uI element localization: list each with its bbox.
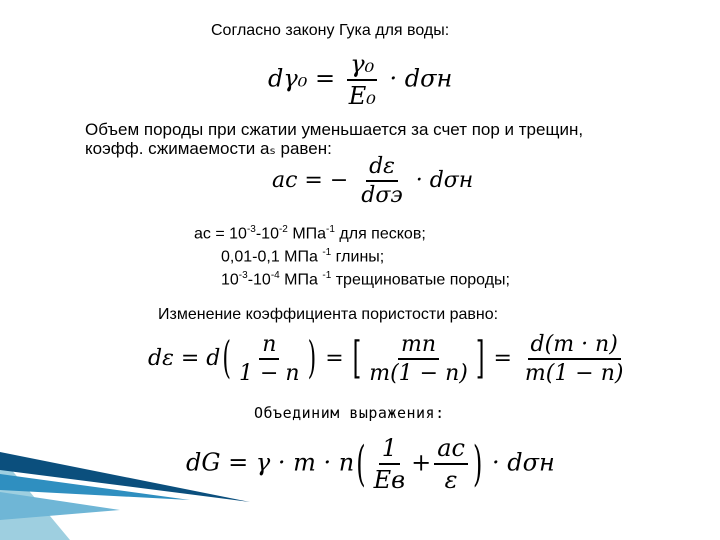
combine-intro-text: Объединим выражения: <box>254 404 445 422</box>
final-fraction-1-den: Eв <box>373 466 406 494</box>
value-clay-prefix: 0,01-0,1 МПа <box>221 248 323 266</box>
final-fraction-1-num: 1 <box>379 434 400 465</box>
compression-paragraph-line2: коэфф. сжимаемости aₛ равен: <box>85 139 332 158</box>
final-left-paren: ( <box>356 436 366 492</box>
equals-sign-2: = <box>493 346 512 371</box>
hooke-formula <box>268 50 452 110</box>
porosity-fraction-2 <box>366 332 471 386</box>
compressibility-fraction-num: dε <box>366 154 398 182</box>
porosity-fraction-2-num: mn <box>398 332 439 360</box>
value-fractured-exp2: -4 <box>270 270 280 281</box>
equals-sign: = <box>325 346 344 371</box>
porosity-fraction-3 <box>522 332 627 386</box>
value-fractured-unit: МПа <box>279 271 323 289</box>
value-sand-unit: МПа <box>287 225 327 243</box>
hooke-intro-text: Согласно закону Гука для воды: <box>211 22 450 39</box>
value-sand-mid: -10 <box>255 225 279 243</box>
value-fractured <box>221 270 510 289</box>
hooke-formula-lhs: dγ₀ = <box>268 64 336 93</box>
right-paren: ) <box>307 334 317 384</box>
value-sand-exp1: -3 <box>246 224 256 235</box>
value-clay <box>221 247 384 266</box>
porosity-formula <box>148 332 630 386</box>
left-bracket: [ <box>352 334 362 384</box>
left-paren: ( <box>222 334 231 384</box>
value-sand-prefix: ac = 10 <box>194 225 247 243</box>
compressibility-formula <box>272 154 473 208</box>
swoosh-pale-band <box>0 492 120 520</box>
right-bracket: ] <box>475 334 485 384</box>
porosity-fraction-1 <box>236 332 303 386</box>
final-fraction-2 <box>434 434 468 494</box>
porosity-intro-text: Изменение коэффициента пористости равно: <box>158 306 499 323</box>
value-fractured-prefix: 10 <box>221 271 239 289</box>
decorative-swoosh <box>0 440 260 540</box>
value-sand <box>194 224 426 243</box>
compressibility-formula-tail: · dσн <box>415 168 474 193</box>
porosity-formula-lhs: dε = d <box>148 346 221 371</box>
value-clay-desc: глины; <box>331 248 385 266</box>
porosity-fraction-3-num: d(m · n) <box>528 332 621 360</box>
value-fractured-desc: трещиноватые породы; <box>331 271 510 289</box>
value-sand-exp3: -1 <box>326 224 335 235</box>
porosity-fraction-3-den: m(1 − n) <box>524 361 624 386</box>
value-sand-desc: для песков; <box>334 225 426 243</box>
plus-sign: + <box>411 448 432 477</box>
final-fraction-2-den: ε <box>444 466 458 494</box>
value-clay-exp1: -1 <box>322 247 332 258</box>
porosity-fraction-1-num: n <box>259 332 279 360</box>
final-formula-lhs: dG = γ · m · n <box>186 448 355 477</box>
porosity-fraction-1-den: 1 − n <box>239 361 300 386</box>
compressibility-fraction <box>358 154 405 208</box>
value-fractured-mid: -10 <box>247 271 271 289</box>
final-fraction-2-num: ac <box>434 434 468 465</box>
hooke-fraction-den: E₀ <box>348 82 376 110</box>
final-right-paren: ) <box>472 436 483 492</box>
hooke-fraction <box>346 50 379 110</box>
hooke-formula-tail: · dσн <box>389 64 453 93</box>
final-fraction-1 <box>371 434 409 494</box>
value-fractured-exp1: -3 <box>238 270 248 281</box>
value-sand-exp2: -2 <box>278 224 288 235</box>
compressibility-fraction-den: dσэ <box>361 183 403 208</box>
porosity-fraction-2-den: m(1 − n) <box>369 361 468 386</box>
compression-paragraph-line1: Объем породы при сжатии уменьшается за счет пор и трещин, <box>85 120 584 139</box>
compressibility-formula-lhs: ac = − <box>272 168 349 193</box>
hooke-fraction-num: γ₀ <box>347 50 377 81</box>
final-formula-tail: · dσн <box>491 448 555 477</box>
value-fractured-exp3: -1 <box>322 270 332 281</box>
